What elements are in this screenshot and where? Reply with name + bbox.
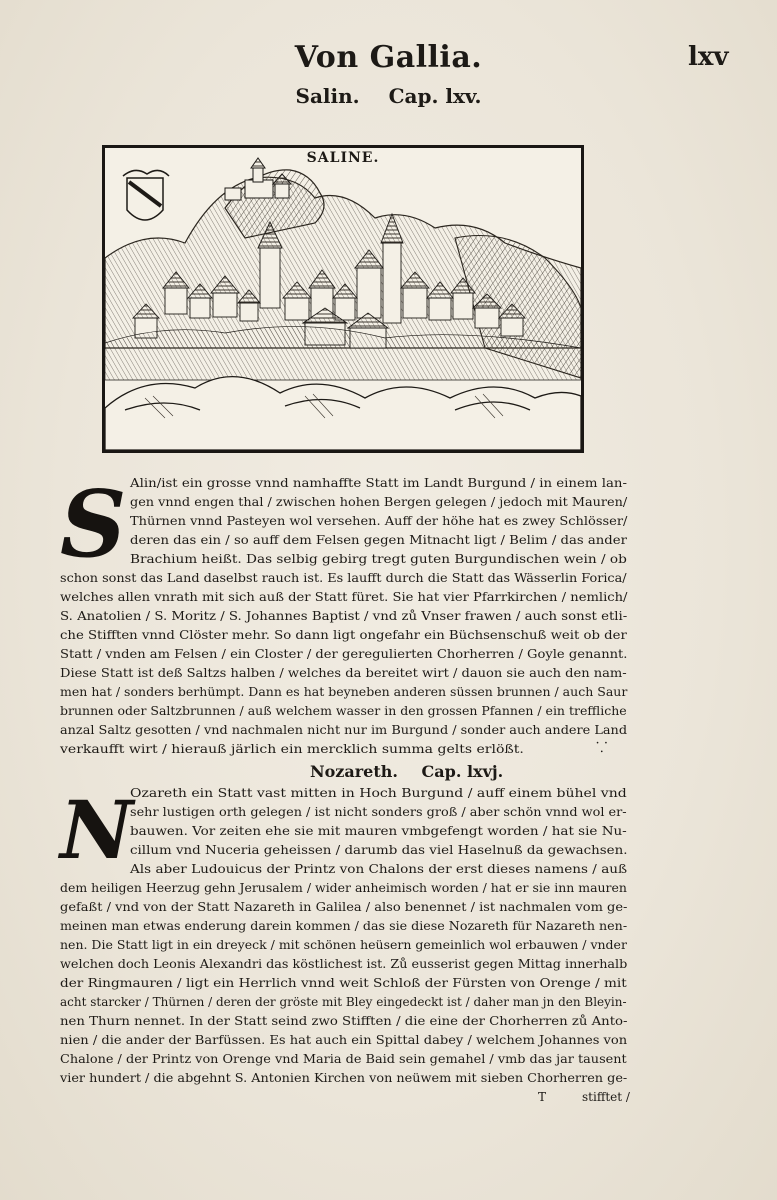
text-line: anzal Saltz gesotten / vnd nachmalen nicht nur im Burgund / sonder auch andere Land: [60, 723, 628, 737]
text-line: acht starcker / Thürnen / deren der gröste mit Bley eingedeckt ist / daher man jn den Bleyin-: [60, 995, 627, 1009]
text-line: Alin/ist ein grosse vnnd namhaffte Statt im Landt Burgund / in einem lan-: [130, 476, 627, 490]
section-chapter-number: Cap. lxvj.: [421, 762, 504, 781]
text-line: dem heiligen Heerzug gehn Jerusalem / wider anheimisch worden / hat er sie inn mauren: [60, 881, 627, 895]
chapter-number: Cap. lxv.: [388, 84, 482, 108]
text-line: Brachium heißt. Das selbig gebirg tregt guten Burgundischen wein / ob: [130, 552, 627, 566]
text-line: nien / die ander der Barfüssen. Es hat auch ein Spittal dabey / welchem Johannes von: [60, 1033, 628, 1047]
drop-cap-n: N: [60, 783, 134, 877]
text-line: brunnen oder Saltzbrunnen / auß welchem wasser in den grossen Pfannen / ein treffliche: [60, 704, 627, 718]
section-heading: [310, 762, 503, 781]
woodcut-caption: SALINE.: [306, 150, 380, 166]
catchword: stifftet /: [582, 1090, 630, 1104]
section-place-name: Nozareth.: [310, 762, 398, 781]
text-line: S. Anatolien / S. Moritz / S. Johannes Baptist / vnd zů Vnser frawen / auch sonst etli-: [60, 609, 628, 623]
text-line: gefaßt / vnd von der Statt Nazareth in Galilea / also benennet / ist nachmalen vom ge-: [60, 900, 628, 914]
text-line: meinen man etwas enderung darein kommen / das sie diese Nozareth für Nazareth nen-: [60, 919, 628, 933]
text-line: Als aber Ludouicus der Printz von Chalons der erst dieses namens / auß: [130, 862, 628, 876]
paragraph-mark-ornament: ⸪: [596, 740, 608, 756]
woodcut-illustration: [102, 145, 584, 453]
text-line: Diese Statt ist deß Saltzs halben / welches da bereitet wirt / dauon sie auch den nam-: [60, 666, 627, 680]
text-line: nen Thurn nennet. In der Statt seind zwo Stifften / die eine der Chorherren zů Anto-: [60, 1014, 628, 1028]
chapter-place-name: Salin.: [295, 84, 360, 108]
catchword-signature: T: [538, 1090, 547, 1104]
text-line: vier hundert / die abgehnt S. Antonien Kirchen von neüwem mit sieben Chorherren ge-: [60, 1071, 628, 1085]
text-line: Ozareth ein Statt vast mitten in Hoch Burgund / auff einem bühel vnd: [130, 786, 627, 800]
page-running-title: Von Gallia.: [294, 40, 483, 75]
text-line: schon sonst das Land daselbst rauch ist. Es laufft durch die Statt das Wässerlin Forica/: [60, 571, 627, 585]
text-line: welchen doch Leonis Alexandri das köstlichest ist. Zů eusserist gegen Mittag innerhalb: [60, 957, 628, 971]
chapter-subheader: [0, 84, 777, 108]
text-line: nen. Die Statt ligt in ein dreyeck / mit schönen heüsern gemeinlich wol erbauwen / vnder: [60, 938, 627, 952]
text-line: der Ringmauren / ligt ein Herrlich vnnd weit Schloß der Fürsten von Orenge / mit: [60, 976, 627, 990]
text-line: bauwen. Vor zeiten ehe sie mit mauren vmbgefengt worden / hat sie Nu-: [130, 824, 627, 838]
folio-number: lxv: [688, 42, 729, 72]
text-line: men hat / sonders berhümpt. Dann es hat beyneben anderen süssen brunnen / auch Saur: [60, 685, 628, 699]
text-line: che Stifften vnnd Clöster mehr. So dann ligt ongefahr ein Büchsenschuß weit ob der: [60, 628, 627, 642]
text-line: Chalone / der Printz von Orenge vnd Maria de Baid sein gemahel / vmb das jar tausent: [60, 1052, 627, 1066]
text-line: welches allen vnrath mit sich auß der Statt füret. Sie hat vier Pfarrkirchen / nemlich/: [60, 590, 628, 604]
text-line: deren das ein / so auff dem Felsen gegen Mitnacht ligt / Belim / das ander: [130, 533, 627, 547]
woodcut-drawing: [105, 148, 581, 450]
text-line: cillum vnd Nuceria geheissen / darumb das viel Haselnuß da gewachsen.: [130, 843, 628, 857]
text-line: Statt / vnden am Felsen / ein Closter / der geregulierten Chorherren / Goyle genannt.: [60, 647, 628, 661]
text-line: gen vnnd engen thal / zwischen hohen Bergen gelegen / jedoch mit Mauren/: [130, 495, 628, 509]
text-line: verkaufft wirt / hierauß järlich ein mercklich summa gelts erlößt.: [60, 742, 524, 756]
text-line: sehr lustigen orth gelegen / ist nicht sonders groß / aber schön vnnd wol er-: [130, 805, 627, 819]
text-line: Thürnen vnnd Pasteyen wol versehen. Auff der höhe hat es zwey Schlösser/: [130, 514, 628, 528]
drop-cap-s: S: [60, 470, 127, 578]
